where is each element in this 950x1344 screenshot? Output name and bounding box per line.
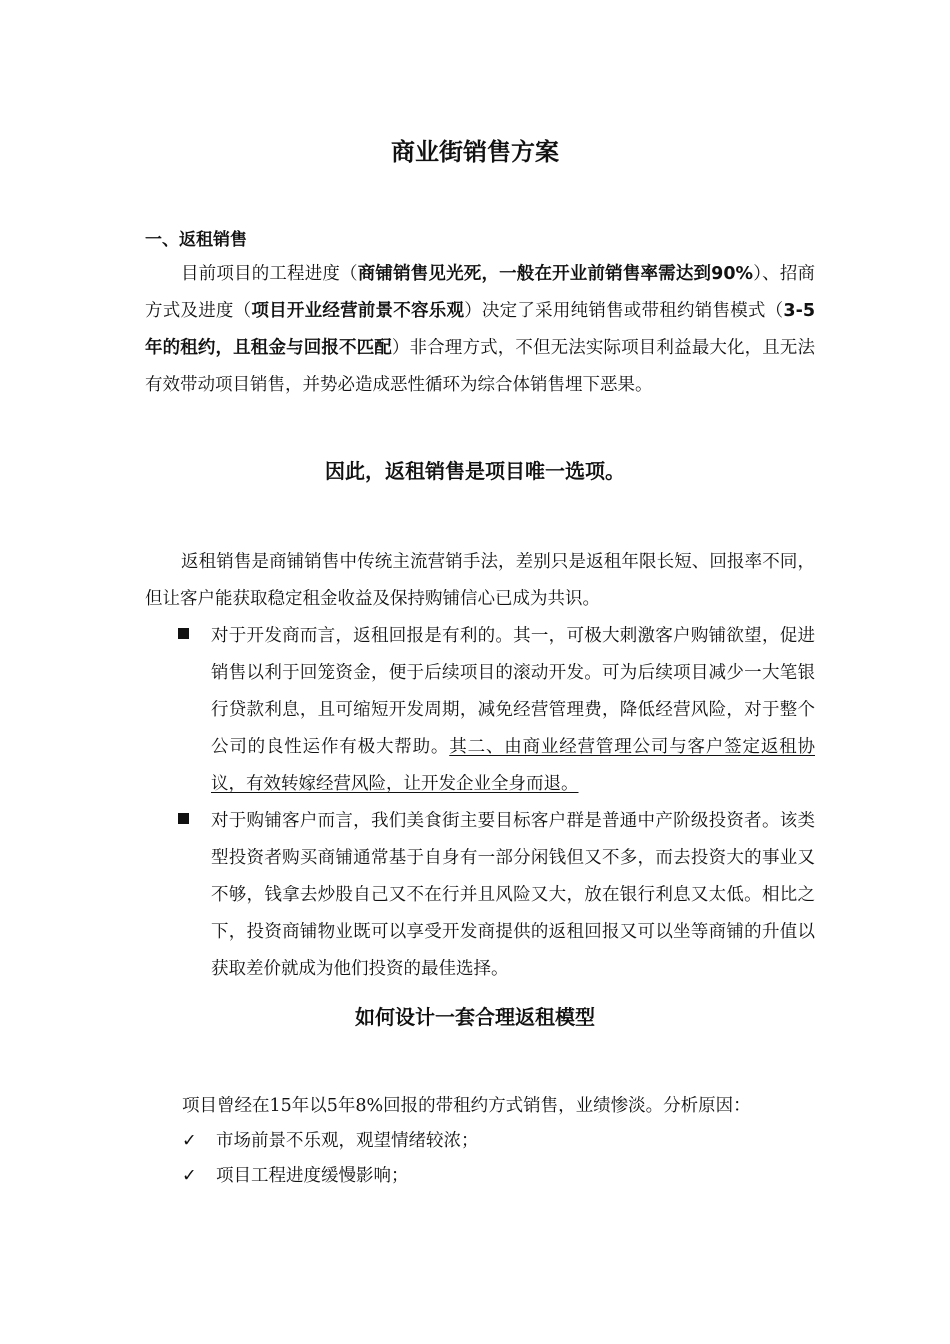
- para1-text-3: ）决定了采用纯销售或带租约销售模式（: [464, 301, 784, 321]
- para1-text-1: 目前项目的工程进度（: [181, 264, 358, 284]
- paragraph-rental-return-intro: 返租销售是商铺销售中传统主流营销手法，差别只是返租年限长短、回报率不同，但让客户能获取稳定租金收益及保持购铺信心已成为共识。: [145, 552, 815, 609]
- para1-text-2: ）、招商方式及进度（: [145, 264, 816, 321]
- bullet-item-developer: [145, 618, 815, 803]
- paragraph-project-status: [145, 256, 815, 404]
- bullet-text-developer: [211, 618, 815, 803]
- bullet-item-buyer: [145, 803, 815, 988]
- check-text-progress: 项目工程进度缓慢影响；: [216, 1166, 409, 1186]
- bullet-text-buyer: [211, 803, 815, 988]
- checkmark-icon: ✓: [182, 1166, 197, 1186]
- section-heading-rental-return: 一、返租销售: [145, 230, 247, 250]
- checkmark-icon: ✓: [182, 1131, 197, 1151]
- check-item-market: [182, 1127, 479, 1155]
- square-bullet-icon: [178, 628, 189, 639]
- check-item-progress: [182, 1162, 409, 1190]
- bullet-developer-text: 对于开发商而言，返租回报是有利的。其一，可极大刺激客户购铺欲望，促进销售以利于回笼资金，便于后续项目的滚动开发。可为后续项目减少一大笔银行贷款利息，且可缩短开发周期，减免经营管理费，降低经营风险，对于整个公司的良性运作有极大帮助。: [211, 626, 815, 757]
- para1-bold-1: 商铺销售见光死，一般在开业前销售率需达到90%: [357, 264, 754, 284]
- bullet-developer-underlined: 其二、由商业经营管理公司与客户签定返租协议，有效转嫁经营风险，让开发企业全身而退。: [211, 737, 815, 794]
- para1-bold-2: 项目开业经营前景不容乐观: [251, 301, 465, 321]
- check-text-market: 市场前景不乐观，观望情绪较浓；: [216, 1131, 479, 1151]
- conclusion-heading: 因此，返租销售是项目唯一选项。: [325, 459, 625, 483]
- square-bullet-icon: [178, 813, 189, 824]
- paragraph-past-sales: 项目曾经在15年以5年8%回报的带租约方式销售，业绩惨淡。分析原因：: [182, 1096, 751, 1116]
- model-design-heading: 如何设计一套合理返租模型: [355, 1005, 595, 1029]
- para1-bold-3: 3-5年的租约，且租金与回报不匹配: [145, 301, 816, 358]
- bullet-buyer-text: 对于购铺客户而言，我们美食街主要目标客户群是普通中产阶级投资者。该类型投资者购买商铺通常基于自身有一部分闲钱但又不多，而去投资大的事业又不够，钱拿去炒股自己又不在行并且风险又大，放在银行利息又太低。相比之下，投资商铺物业既可以享受开发商提供的返租回报又可以坐等商铺的升值以获取差价就成为他们投资的最佳选择。: [211, 811, 815, 979]
- page-title: 商业街销售方案: [391, 138, 559, 166]
- para1-text-4: ）非合理方式，不但无法实际项目利益最大化，且无法有效带动项目销售，并势必造成恶性循环为综合体销售埋下恶果。: [145, 338, 816, 395]
